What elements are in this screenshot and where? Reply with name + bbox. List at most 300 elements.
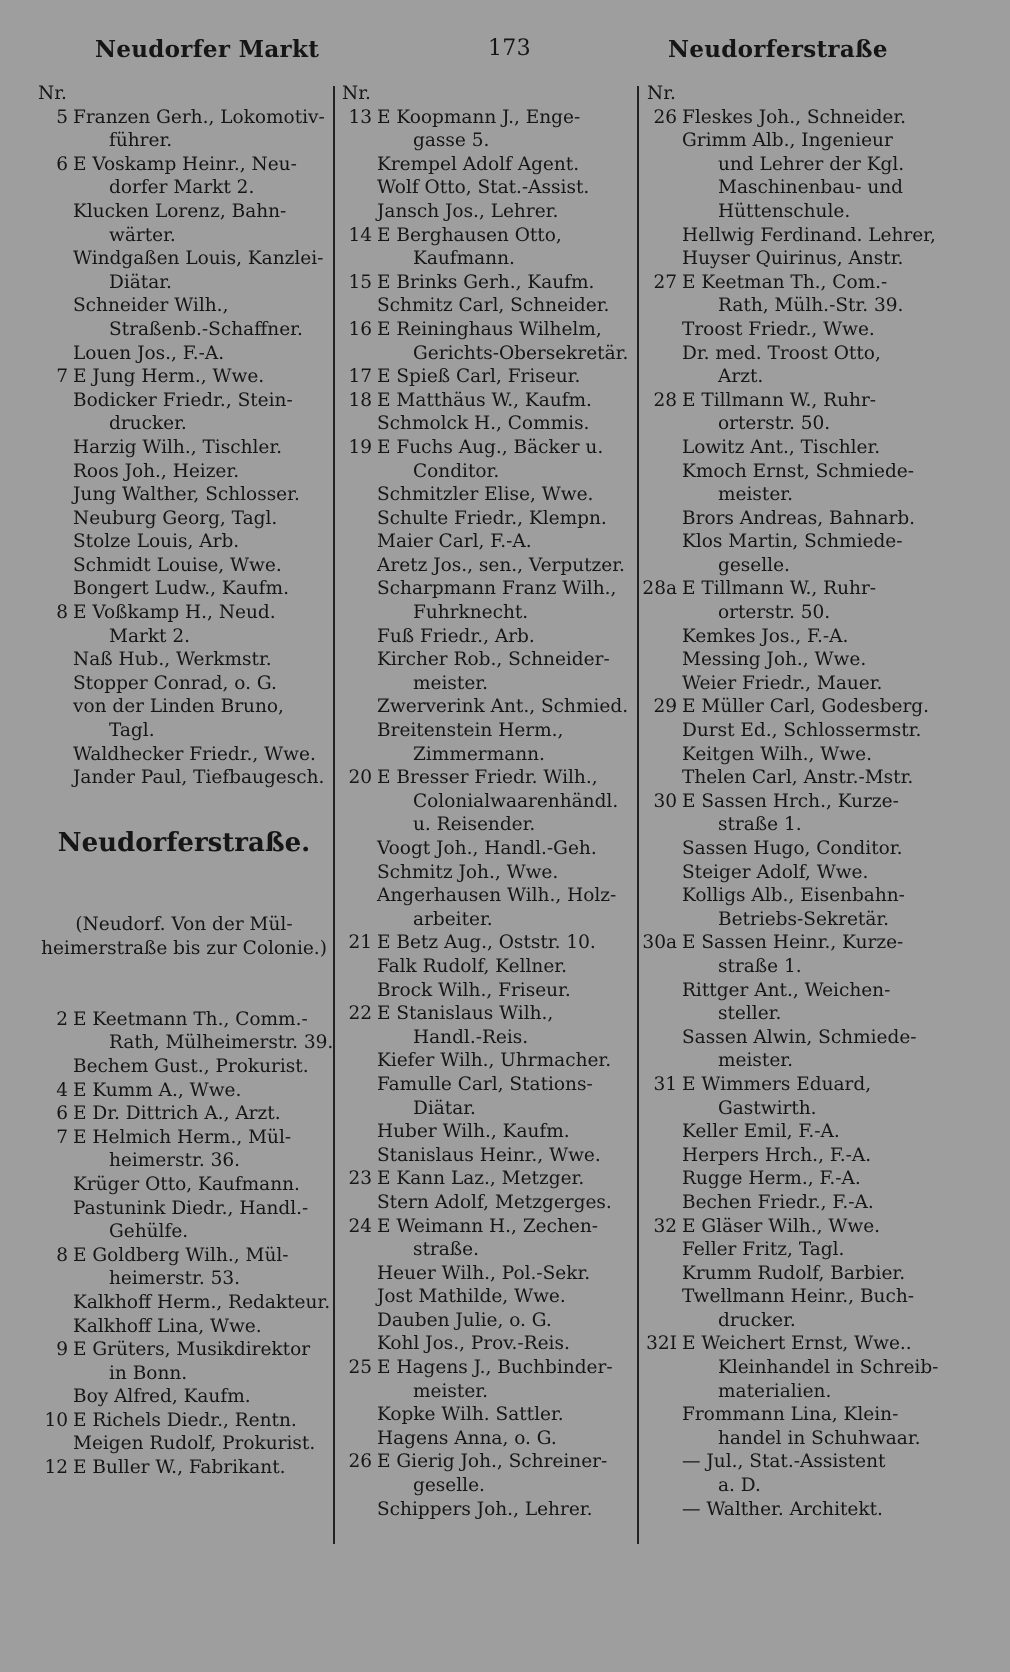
entry-line <box>342 766 636 790</box>
entry-text: Schmitz Joh., Wwe. <box>377 861 559 883</box>
entry-text: Schmitzler Elise, Wwe. <box>377 484 594 506</box>
entry-line <box>342 389 636 413</box>
entry-line <box>647 1450 940 1474</box>
entry-text: Weier Friedr., Mauer. <box>682 672 883 694</box>
entry-text: E Müller Carl, Godesberg. <box>682 696 930 718</box>
entry-continuation-text: in Bonn. <box>109 1362 188 1384</box>
entry-continuation <box>647 813 940 837</box>
entry-continuation-text: Straßenb.-Schaffner. <box>109 318 303 340</box>
house-number: 10 <box>44 1409 68 1431</box>
entry-text: E Gierig Joh., Schreiner- <box>377 1451 608 1473</box>
entry-continuation-text: drucker. <box>109 413 187 435</box>
entry-text: Windgaßen Louis, Kanzlei- <box>73 248 324 270</box>
entry-continuation-text: Kaufmann. <box>413 248 515 270</box>
entry-text: Krumm Rudolf, Barbier. <box>682 1262 906 1284</box>
entry-continuation-text: u. Reisender. <box>413 814 536 836</box>
entry-text: Pastunink Diedr., Handl.- <box>73 1197 309 1219</box>
entry-line <box>342 884 636 908</box>
entry-continuation-text: Tagl. <box>109 720 155 742</box>
entry-line <box>38 1338 330 1362</box>
column-1 <box>38 82 334 1480</box>
entry-line <box>647 530 940 554</box>
entry-continuation <box>647 412 940 436</box>
entry-line <box>647 884 940 908</box>
house-number: 32I <box>646 1333 677 1355</box>
entry-continuation <box>38 625 330 649</box>
entry-continuation-text: Fuhrknecht. <box>413 602 529 624</box>
house-number: 4 <box>56 1079 68 1101</box>
entry-text: Frommann Lina, Klein- <box>682 1404 899 1426</box>
entry-text: E Goldberg Wilh., Mül- <box>73 1244 289 1266</box>
house-number: 19 <box>348 436 372 458</box>
entry-line <box>342 1427 636 1451</box>
entry-line <box>647 436 940 460</box>
entry-text: Bechem Gust., Prokurist. <box>73 1055 309 1077</box>
entry-line <box>342 365 636 389</box>
house-number: 27 <box>653 271 677 293</box>
entry-continuation-text: straße 1. <box>718 814 802 836</box>
entry-text: Bongert Ludw., Kaufm. <box>73 578 289 600</box>
entry-continuation <box>342 129 636 153</box>
entry-text: Brors Andreas, Bahnarb. <box>682 507 916 529</box>
entry-line <box>38 577 330 601</box>
entry-text: Dr. med. Troost Otto, <box>682 342 881 364</box>
entry-text: Brock Wilh., Friseur. <box>377 979 571 1001</box>
entry-continuation <box>342 1097 636 1121</box>
entry-continuation <box>647 601 940 625</box>
entry-line <box>342 200 636 224</box>
house-number: 21 <box>348 932 372 954</box>
entry-continuation <box>342 672 636 696</box>
entry-continuation-text: Maschinenbau- und <box>718 177 904 199</box>
entry-line <box>342 1356 636 1380</box>
entry-text: Jander Paul, Tiefbaugesch. <box>73 767 325 789</box>
entry-text: Kmoch Ernst, Schmiede- <box>682 460 915 482</box>
entry-text: E Gläser Wilh., Wwe. <box>682 1215 881 1237</box>
entry-line <box>38 1008 330 1032</box>
entry-text: E Keetman Th., Com.- <box>682 271 888 293</box>
entry-continuation <box>647 1309 940 1333</box>
entry-continuation <box>342 1026 636 1050</box>
entry-text: Herpers Hrch., F.-A. <box>682 1144 872 1166</box>
entry-text: E Sassen Hrch., Kurze- <box>682 790 899 812</box>
entry-line <box>38 766 330 790</box>
entry-line <box>38 601 330 625</box>
entry-continuation <box>647 1356 940 1380</box>
entry-line <box>647 1120 940 1144</box>
house-number: 16 <box>348 318 372 340</box>
entry-line <box>342 176 636 200</box>
entry-line <box>647 271 940 295</box>
house-number: 5 <box>56 106 68 128</box>
entry-line <box>38 342 330 366</box>
entry-text: von der Linden Bruno, <box>73 696 284 718</box>
house-number: 18 <box>348 389 372 411</box>
entry-text: Hagens Anna, o. G. <box>377 1427 557 1449</box>
entry-line <box>342 955 636 979</box>
house-number: 26 <box>348 1451 372 1473</box>
entry-text: Keller Emil, F.-A. <box>682 1121 840 1143</box>
entry-line <box>342 1191 636 1215</box>
entry-line <box>342 530 636 554</box>
entry-text: E Fuchs Aug., Bäcker u. <box>377 436 604 458</box>
entry-text: Huyser Quirinus, Anstr. <box>682 248 904 270</box>
entry-text: Sassen Alwin, Schmiede- <box>682 1026 917 1048</box>
entry-text: E Weichert Ernst, Wwe.. <box>682 1333 912 1355</box>
entry-text: Kopke Wilh. Sattler. <box>377 1404 564 1426</box>
entry-continuation-text: orterstr. 50. <box>718 413 831 435</box>
entry-line <box>647 507 940 531</box>
column-number-label-text: Nr. <box>647 83 676 104</box>
entry-line <box>342 507 636 531</box>
house-number: 14 <box>348 224 372 246</box>
entry-text: Bodicker Friedr., Stein- <box>73 389 293 411</box>
entry-line <box>647 1191 940 1215</box>
entry-line <box>647 318 940 342</box>
entry-line <box>38 1456 330 1480</box>
entry-line <box>342 577 636 601</box>
entry-text: Naß Hub., Werkmstr. <box>73 649 272 671</box>
entry-line <box>342 695 636 719</box>
entry-text: E Wimmers Eduard, <box>682 1073 872 1095</box>
entry-line <box>342 1332 636 1356</box>
entry-line <box>342 318 636 342</box>
entry-line <box>647 625 940 649</box>
column-divider-2 <box>637 86 639 1544</box>
entry-text: E Keetmann Th., Comm.- <box>73 1008 308 1030</box>
entry-text: — Walther. Architekt. <box>682 1498 883 1520</box>
entry-line <box>647 1403 940 1427</box>
entry-text: Jost Mathilde, Wwe. <box>377 1286 566 1308</box>
entry-continuation <box>342 743 636 767</box>
entry-text: E Koopmann J., Enge- <box>377 106 581 128</box>
entry-text: Kiefer Wilh., Uhrmacher. <box>377 1050 612 1072</box>
entry-text: Huber Wilh., Kaufm. <box>377 1121 570 1143</box>
entry-continuation-text: meister. <box>718 484 793 506</box>
entry-line <box>647 389 940 413</box>
house-number: 30a <box>642 932 677 954</box>
entry-continuation-text: Zimmermann. <box>413 743 545 765</box>
entry-line <box>38 483 330 507</box>
entry-continuation-text: heimerstr. 36. <box>109 1150 241 1172</box>
entry-continuation <box>647 1097 940 1121</box>
section-title: Neudorferstraße. <box>57 827 311 858</box>
entry-continuation-text: geselle. <box>413 1475 485 1497</box>
entry-continuation-text: meister. <box>413 1380 488 1402</box>
entry-line <box>642 931 940 955</box>
house-number: 25 <box>348 1357 372 1379</box>
entry-continuation <box>38 412 330 436</box>
entry-continuation-text: gasse 5. <box>413 130 490 152</box>
entry-continuation <box>647 1474 940 1498</box>
entry-continuation <box>647 1049 940 1073</box>
entry-text: E Richels Diedr., Rentn. <box>73 1409 297 1431</box>
entry-text: Durst Ed., Schlossermstr. <box>682 720 922 742</box>
entry-continuation-text: meister. <box>718 1050 793 1072</box>
entry-continuation-text: arbeiter. <box>413 908 493 930</box>
house-number: 30 <box>653 790 677 812</box>
entry-line <box>38 460 330 484</box>
entry-line <box>342 1073 636 1097</box>
page-number: 173 <box>488 36 531 61</box>
entry-continuation <box>342 813 636 837</box>
entry-line <box>647 790 940 814</box>
entry-text: E Tillmann W., Ruhr- <box>682 578 877 600</box>
entry-continuation <box>342 908 636 932</box>
entry-continuation-text: und Lehrer der Kgl. <box>718 153 905 175</box>
entry-line <box>342 625 636 649</box>
entry-line <box>38 1315 330 1339</box>
entry-line <box>38 436 330 460</box>
house-number: 31 <box>653 1073 677 1095</box>
entry-continuation <box>647 955 940 979</box>
entry-continuation <box>342 1238 636 1262</box>
entry-continuation <box>647 176 940 200</box>
entry-text: E Grüters, Musikdirektor <box>73 1339 311 1361</box>
entry-text: Schmitz Carl, Schneider. <box>377 295 610 317</box>
entry-text: Sassen Hugo, Conditor. <box>682 838 903 859</box>
entry-line <box>38 1173 330 1197</box>
entry-text: Breitenstein Herm., <box>377 720 564 742</box>
entry-continuation-text: handel in Schuhwaar. <box>718 1427 921 1449</box>
entry-text: Kemkes Jos., F.-A. <box>682 625 849 647</box>
entry-text: Jansch Jos., Lehrer. <box>377 200 559 222</box>
entry-text: Messing Joh., Wwe. <box>682 649 867 671</box>
entry-text: E Jung Herm., Wwe. <box>73 366 265 388</box>
entry-text: Kalkhoff Lina, Wwe. <box>73 1315 262 1337</box>
entry-continuation <box>342 460 636 484</box>
entry-line <box>642 577 940 601</box>
column-3 <box>642 82 940 1521</box>
entry-text: Krempel Adolf Agent. <box>377 153 580 175</box>
entry-continuation-text: straße. <box>413 1239 479 1261</box>
entry-line <box>647 1285 940 1309</box>
entry-continuation-text: a. D. <box>718 1475 761 1497</box>
entry-text: Klos Martin, Schmiede- <box>682 531 903 553</box>
entry-line <box>342 979 636 1003</box>
entry-line <box>647 1332 940 1356</box>
entry-text: Stolze Louis, Arb. <box>73 531 240 553</box>
entry-text: Famulle Carl, Stations- <box>377 1073 593 1095</box>
entry-continuation <box>647 153 940 177</box>
entry-text: Rittger Ant., Weichen- <box>682 979 891 1001</box>
entry-text: Franzen Gerh., Lokomotiv- <box>73 106 325 128</box>
entry-continuation <box>647 365 940 389</box>
entry-text: E Buller W., Fabrikant. <box>73 1457 286 1479</box>
entry-text: Fuß Friedr., Arb. <box>377 625 535 647</box>
entry-continuation <box>647 1002 940 1026</box>
entry-text: Rugge Herm., F.-A. <box>682 1168 861 1190</box>
section-note-text: (Neudorf. Von der Mül- <box>75 914 293 936</box>
entry-text: E Voßkamp H., Neud. <box>73 602 276 624</box>
entry-line <box>38 695 330 719</box>
spacer <box>38 961 330 985</box>
entry-continuation <box>647 908 940 932</box>
house-number: 17 <box>348 366 372 388</box>
entry-line <box>342 1262 636 1286</box>
entry-continuation-text: Gastwirth. <box>718 1097 817 1119</box>
entry-text: Krüger Otto, Kaufmann. <box>73 1173 300 1195</box>
entry-text: E Betz Aug., Oststr. 10. <box>377 932 596 954</box>
entry-text: Heuer Wilh., Pol.-Sekr. <box>377 1262 591 1284</box>
house-number: 9 <box>56 1339 68 1361</box>
entry-text: E Matthäus W., Kaufm. <box>377 389 592 411</box>
house-number: 6 <box>56 153 68 175</box>
entry-continuation-text: steller. <box>718 1003 782 1025</box>
entry-text: E Hagens J., Buchbinder- <box>377 1357 613 1379</box>
entry-line <box>647 1167 940 1191</box>
column-divider-1 <box>333 86 335 1544</box>
entry-line <box>342 1450 636 1474</box>
entry-continuation-text: Kleinhandel in Schreib- <box>718 1357 939 1379</box>
entry-line <box>38 1197 330 1221</box>
entry-line <box>647 1215 940 1239</box>
house-number: 24 <box>348 1215 372 1237</box>
entry-line <box>38 672 330 696</box>
section-note <box>38 913 330 937</box>
house-number: 7 <box>56 1126 68 1148</box>
entry-continuation-text: Handl.-Reis. <box>413 1026 529 1048</box>
entry-line <box>647 129 940 153</box>
entry-continuation <box>342 1380 636 1404</box>
entry-text: Jung Walther, Schlosser. <box>73 484 300 506</box>
house-number: 15 <box>348 271 372 293</box>
entry-continuation <box>38 176 330 200</box>
entry-text: Voogt Joh., Handl.-Geh. <box>377 838 597 859</box>
entry-line <box>647 460 940 484</box>
entry-line <box>647 648 940 672</box>
entry-line <box>647 672 940 696</box>
header-right-title: Neudorferstraße <box>668 36 888 63</box>
entry-text: Lowitz Ant., Tischler. <box>682 436 881 458</box>
entry-continuation <box>38 1362 330 1386</box>
entry-line <box>38 200 330 224</box>
entry-line <box>38 1244 330 1268</box>
entry-continuation-text: heimerstr. 53. <box>109 1268 241 1290</box>
entry-line <box>342 861 636 885</box>
entry-line <box>647 1498 940 1522</box>
house-number: 28 <box>653 389 677 411</box>
entry-continuation <box>342 247 636 271</box>
entry-line <box>38 1055 330 1079</box>
entry-continuation <box>38 129 330 153</box>
house-number: 8 <box>56 602 68 624</box>
entry-line <box>342 1167 636 1191</box>
entry-line <box>647 719 940 743</box>
entry-text: E Reininghaus Wilhelm, <box>377 318 602 340</box>
entry-line <box>647 695 940 719</box>
entry-line <box>342 1309 636 1333</box>
entry-continuation-text: dorfer Markt 2. <box>109 177 255 199</box>
entry-text: Klucken Lorenz, Bahn- <box>73 200 287 222</box>
entry-text: Neuburg Georg, Tagl. <box>73 507 278 529</box>
entry-line <box>342 1285 636 1309</box>
entry-text: Steiger Adolf, Wwe. <box>682 861 869 883</box>
entry-continuation <box>647 483 940 507</box>
entry-continuation-text: Colonialwaarenhändl. <box>413 790 619 812</box>
house-number: 8 <box>56 1244 68 1266</box>
entry-text: E Berghausen Otto, <box>377 224 562 246</box>
entry-continuation-text: orterstr. 50. <box>718 602 831 624</box>
entry-text: Stanislaus Heinr., Wwe. <box>377 1144 601 1166</box>
entry-line <box>342 1120 636 1144</box>
column-number-label <box>342 82 636 106</box>
entry-continuation <box>38 719 330 743</box>
house-number: 29 <box>653 696 677 718</box>
entry-text: E Spieß Carl, Friseur. <box>377 366 581 388</box>
entry-line <box>647 224 940 248</box>
entry-line <box>647 342 940 366</box>
entry-continuation <box>38 224 330 248</box>
column-number-label <box>647 82 940 106</box>
entry-text: E Kumm A., Wwe. <box>73 1079 242 1101</box>
entry-line <box>647 743 940 767</box>
entry-continuation <box>38 271 330 295</box>
entry-continuation <box>38 1149 330 1173</box>
entry-line <box>38 294 330 318</box>
entry-line <box>647 1026 940 1050</box>
entry-continuation-text: straße 1. <box>718 955 802 977</box>
entry-text: E Brinks Gerh., Kaufm. <box>377 271 595 293</box>
entry-continuation-text: meister. <box>413 672 488 694</box>
entry-text: Kircher Rob., Schneider- <box>377 649 610 671</box>
entry-line <box>342 294 636 318</box>
entry-continuation-text: Diätar. <box>109 271 172 293</box>
entry-continuation-text: Gerichts-Obersekretär. <box>413 342 629 364</box>
entry-text: E Sassen Heinr., Kurze- <box>682 932 904 954</box>
entry-line <box>38 1079 330 1103</box>
entry-text: Aretz Jos., sen., Verputzer. <box>377 554 625 576</box>
entry-text: E Bresser Friedr. Wilh., <box>377 767 598 789</box>
entry-line <box>342 436 636 460</box>
entry-continuation <box>647 1427 940 1451</box>
entry-text: Boy Alfred, Kaufm. <box>73 1386 251 1408</box>
entry-text: Schmidt Louise, Wwe. <box>73 554 282 576</box>
entry-continuation-text: Betriebs-Sekretär. <box>718 908 890 930</box>
entry-line <box>38 1291 330 1315</box>
house-number: 28a <box>642 578 677 600</box>
entry-line <box>342 1215 636 1239</box>
house-number: 23 <box>348 1168 372 1190</box>
house-number: 6 <box>56 1103 68 1125</box>
entry-text: Maier Carl, F.-A. <box>377 531 532 553</box>
entry-line <box>38 507 330 531</box>
entry-line <box>38 389 330 413</box>
entry-continuation <box>647 554 940 578</box>
entry-text: Wolf Otto, Stat.-Assist. <box>377 177 590 199</box>
entry-continuation-text: materialien. <box>718 1380 832 1402</box>
entry-text: Twellmann Heinr., Buch- <box>682 1286 914 1308</box>
entry-line <box>342 931 636 955</box>
column-number-label-text: Nr. <box>342 83 371 104</box>
section-heading <box>38 790 330 890</box>
entry-continuation <box>38 1220 330 1244</box>
entry-text: E Stanislaus Wilh., <box>377 1003 554 1025</box>
entry-continuation <box>647 200 940 224</box>
entry-continuation-text: führer. <box>109 130 173 152</box>
entry-text: Roos Joh., Heizer. <box>73 460 240 482</box>
entry-continuation <box>38 1031 334 1055</box>
entry-text: Stern Adolf, Metzgerges. <box>377 1191 612 1213</box>
entry-line <box>647 861 940 885</box>
entry-text: E Weimann H., Zechen- <box>377 1215 599 1237</box>
column-number-label <box>38 82 330 106</box>
entry-continuation-text: Markt 2. <box>109 625 190 647</box>
entry-line <box>38 1385 330 1409</box>
entry-continuation-text: Gehülfe. <box>109 1221 189 1243</box>
entry-text: Feller Fritz, Tagl. <box>682 1239 845 1261</box>
entry-line <box>647 837 940 861</box>
